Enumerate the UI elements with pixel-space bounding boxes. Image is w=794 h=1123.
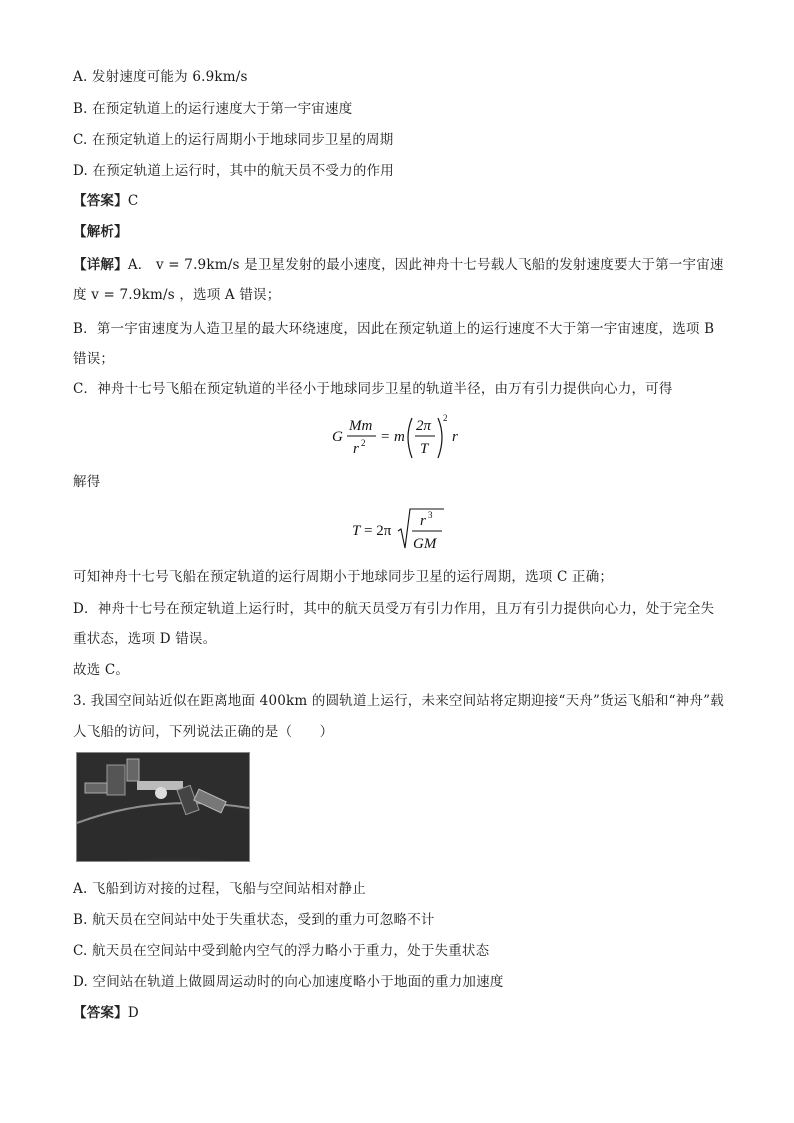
q3-option-a: A. 飞船到访对接的过程，飞船与空间站相对静止 bbox=[73, 881, 366, 897]
q2-analysis-tag bbox=[73, 223, 128, 241]
after-line-2: D．神舟十七号在预定轨道上运行时，其中的航天员受万有引力作用，且万有引力提供向心力，处于完全失 bbox=[73, 601, 715, 617]
eq2-T: T bbox=[352, 523, 361, 539]
detail-tag: 【详解】 bbox=[73, 257, 128, 273]
eq1-G: G bbox=[332, 429, 343, 445]
eq1-T: T bbox=[420, 441, 429, 457]
q2-answer bbox=[73, 192, 138, 210]
eq2-equals: = 2π bbox=[364, 523, 392, 539]
q3-answer-value: D bbox=[127, 1005, 139, 1021]
q2-option-d: D. 在预定轨道上运行时，其中的航天员不受力的作用 bbox=[73, 163, 394, 179]
equation-period bbox=[350, 504, 460, 556]
after-line-4: 故选 C。 bbox=[73, 662, 130, 678]
q2-option-a: A. 发射速度可能为 6.9km/s bbox=[73, 69, 248, 85]
eq2-r-exp: 3 bbox=[428, 510, 433, 520]
solve-label: 解得 bbox=[73, 474, 101, 490]
answer-tag: 【答案】 bbox=[73, 193, 128, 209]
after-line-1: 可知神舟十七号飞船在预定轨道的运行周期小于地球同步卫星的运行周期，选项 C 正确； bbox=[73, 569, 614, 585]
eq1-2pi: 2π bbox=[416, 418, 432, 434]
q2-option-b: B. 在预定轨道上的运行速度大于第一宇宙速度 bbox=[73, 101, 353, 117]
q3-answer bbox=[73, 1004, 139, 1022]
eq2-r: r bbox=[420, 513, 426, 529]
eq1-equals: = bbox=[381, 429, 390, 445]
eq1-Mm: Mm bbox=[349, 418, 373, 434]
q3-option-b: B. 航天员在空间站中处于失重状态，受到的重力可忽略不计 bbox=[73, 912, 435, 928]
eq1-m: m bbox=[394, 429, 405, 445]
eq1-r-exp: 2 bbox=[361, 438, 366, 448]
q2-detail-line-4: 错误； bbox=[73, 351, 115, 367]
q2-detail-line-5: C．神舟十七号飞船在预定轨道的半径小于地球同步卫星的轨道半径，由万有引力提供向心力，可得 bbox=[73, 381, 673, 397]
eq1-outer-exp: 2 bbox=[443, 413, 448, 423]
q3-answer-tag: 【答案】 bbox=[73, 1005, 128, 1021]
analysis-tag: 【解析】 bbox=[73, 224, 128, 240]
q3-stem-line-1: 3. 我国空间站近似在距离地面 400km 的圆轨道上运行，未来空间站将定期迎接“天舟”货运飞船和“神舟”载 bbox=[73, 693, 724, 709]
space-station-photo bbox=[76, 752, 250, 862]
eq1-r-last: r bbox=[452, 429, 458, 445]
answer-value: C bbox=[127, 193, 139, 209]
space-station-icon bbox=[77, 753, 249, 861]
eq2-GM: GM bbox=[413, 536, 437, 552]
q3-option-c: C. 航天员在空间站中受到舱内空气的浮力略小于重力，处于失重状态 bbox=[73, 943, 490, 959]
eq1-r: r bbox=[353, 441, 359, 457]
equation-gravity bbox=[330, 408, 470, 464]
q2-detail-line-1 bbox=[73, 256, 724, 274]
q2-detail-line-3: B．第一宇宙速度为人造卫星的最大环绕速度，因此在预定轨道上的运行速度不大于第一宇宙速度，选项 B bbox=[73, 321, 715, 337]
q2-detail-line-2: 度 v = 7.9km/s ，选项 A 错误； bbox=[73, 287, 281, 303]
q3-stem-line-2: 人飞船的访问，下列说法正确的是（ ） bbox=[73, 724, 334, 740]
detail-text: A． v = 7.9km/s 是卫星发射的最小速度，因此神舟十七号载人飞船的发射速度要大于第一宇宙速 bbox=[127, 257, 724, 273]
after-line-3: 重状态，选项 D 错误。 bbox=[73, 631, 217, 647]
q2-option-c: C. 在预定轨道上的运行周期小于地球同步卫星的周期 bbox=[73, 132, 394, 148]
q3-option-d: D. 空间站在轨道上做圆周运动时的向心加速度略小于地面的重力加速度 bbox=[73, 974, 504, 990]
